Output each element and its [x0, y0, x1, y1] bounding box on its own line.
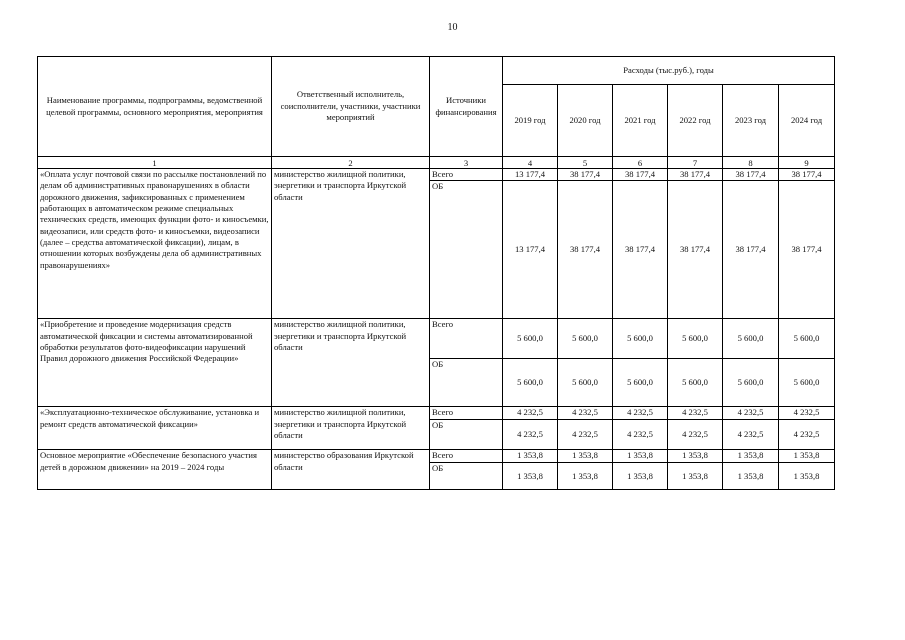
- amount-cell: 38 177,4: [668, 181, 723, 319]
- amount-cell: 5 600,0: [503, 319, 558, 359]
- amount-cell: 4 232,5: [779, 407, 835, 420]
- amount-cell: 1 353,8: [779, 463, 835, 490]
- amount-cell: 5 600,0: [503, 359, 558, 407]
- executor-name: министерство жилищной политики, энергетики и транспорта Иркутской области: [272, 319, 430, 407]
- amount-cell: 1 353,8: [503, 450, 558, 463]
- source-ob-label: ОБ: [430, 420, 503, 450]
- amount-cell: 13 177,4: [503, 181, 558, 319]
- amount-cell: 38 177,4: [779, 169, 835, 181]
- amount-cell: 1 353,8: [723, 450, 779, 463]
- table-row-total: [38, 169, 835, 181]
- amount-cell: 38 177,4: [668, 169, 723, 181]
- column-number: 2: [272, 157, 430, 169]
- column-number: 5: [558, 157, 613, 169]
- amount-cell: 38 177,4: [723, 169, 779, 181]
- header-name: Наименование программы, подпрограммы, ведомственной целевой программы, основного мероприятия, мероприятия: [38, 57, 272, 157]
- amount-cell: 5 600,0: [558, 359, 613, 407]
- amount-cell: 4 232,5: [668, 407, 723, 420]
- header-year: 2023 год: [723, 85, 779, 157]
- amount-cell: 4 232,5: [613, 407, 668, 420]
- amount-cell: 13 177,4: [503, 169, 558, 181]
- amount-cell: 5 600,0: [779, 319, 835, 359]
- amount-cell: 38 177,4: [558, 181, 613, 319]
- amount-cell: 1 353,8: [779, 450, 835, 463]
- amount-cell: 4 232,5: [558, 420, 613, 450]
- source-ob-label: ОБ: [430, 463, 503, 490]
- source-total-label: Всего: [430, 450, 503, 463]
- header-source: Источники финансирования: [430, 57, 503, 157]
- executor-name: министерство образования Иркутской области: [272, 450, 430, 490]
- column-number: 1: [38, 157, 272, 169]
- amount-cell: 4 232,5: [668, 420, 723, 450]
- amount-cell: 5 600,0: [779, 359, 835, 407]
- header-expenses: Расходы (тыс.руб.), годы: [503, 57, 835, 85]
- header-year: 2022 год: [668, 85, 723, 157]
- amount-cell: 1 353,8: [613, 450, 668, 463]
- activity-name: «Приобретение и проведение модернизация средств автоматической фиксации и системы автоматизированной обработки результатов фото-видеофиксации нарушений Правил дорожного движения Российской Федерации»: [38, 319, 272, 407]
- column-number: 4: [503, 157, 558, 169]
- executor-name: министерство жилищной политики, энергетики и транспорта Иркутской области: [272, 407, 430, 450]
- header-year: 2019 год: [503, 85, 558, 157]
- activity-name: «Эксплуатационно-техническое обслуживание, установка и ремонт средств автоматической фиксации»: [38, 407, 272, 450]
- amount-cell: 1 353,8: [558, 450, 613, 463]
- amount-cell: 38 177,4: [779, 181, 835, 319]
- amount-cell: 1 353,8: [613, 463, 668, 490]
- amount-cell: 4 232,5: [503, 407, 558, 420]
- amount-cell: 38 177,4: [558, 169, 613, 181]
- header-executor: Ответственный исполнитель, соисполнители, участники, участники мероприятий: [272, 57, 430, 157]
- source-total-label: Всего: [430, 407, 503, 420]
- amount-cell: 1 353,8: [668, 463, 723, 490]
- amount-cell: 5 600,0: [723, 359, 779, 407]
- header-year: 2021 год: [613, 85, 668, 157]
- amount-cell: 5 600,0: [613, 319, 668, 359]
- column-number: 6: [613, 157, 668, 169]
- amount-cell: 4 232,5: [503, 420, 558, 450]
- amount-cell: 5 600,0: [668, 319, 723, 359]
- amount-cell: 1 353,8: [503, 463, 558, 490]
- amount-cell: 5 600,0: [558, 319, 613, 359]
- amount-cell: 4 232,5: [613, 420, 668, 450]
- column-number: 3: [430, 157, 503, 169]
- activity-name: Основное мероприятие «Обеспечение безопасного участия детей в дорожном движении» на 2019 – 2024 годы: [38, 450, 272, 490]
- amount-cell: 5 600,0: [613, 359, 668, 407]
- amount-cell: 38 177,4: [613, 169, 668, 181]
- column-number: 8: [723, 157, 779, 169]
- source-ob-label: ОБ: [430, 181, 503, 319]
- source-total-label: Всего: [430, 319, 503, 359]
- executor-name: министерство жилищной политики, энергетики и транспорта Иркутской области: [272, 169, 430, 319]
- amount-cell: 4 232,5: [723, 407, 779, 420]
- activity-name: «Оплата услуг почтовой связи по рассылке постановлений по делам об административных правонарушениях в области дорожного движения, зафиксированных с применением работающих в автоматическом режиме специальных технических средств, имеющих функции фото- и киносъемки, видеозаписи, или средств фото- и киносъемки, видеозаписи (далее – средства автоматической фиксации), лицам, в отношении которых возбуждены дела об административных правонарушениях»: [38, 169, 272, 319]
- amount-cell: 1 353,8: [668, 450, 723, 463]
- amount-cell: 4 232,5: [723, 420, 779, 450]
- budget-table: [37, 56, 835, 490]
- table-row-total: [38, 407, 835, 420]
- amount-cell: 5 600,0: [723, 319, 779, 359]
- amount-cell: 5 600,0: [668, 359, 723, 407]
- amount-cell: 4 232,5: [558, 407, 613, 420]
- source-ob-label: ОБ: [430, 359, 503, 407]
- header-year: 2020 год: [558, 85, 613, 157]
- amount-cell: 38 177,4: [723, 181, 779, 319]
- amount-cell: 38 177,4: [613, 181, 668, 319]
- source-total-label: Всего: [430, 169, 503, 181]
- page-number: 10: [447, 22, 458, 33]
- amount-cell: 1 353,8: [723, 463, 779, 490]
- table-row-total: [38, 450, 835, 463]
- header-year: 2024 год: [779, 85, 835, 157]
- column-number: 9: [779, 157, 835, 169]
- amount-cell: 1 353,8: [558, 463, 613, 490]
- column-number-row: [38, 157, 835, 169]
- table-row-total: [38, 319, 835, 359]
- amount-cell: 4 232,5: [779, 420, 835, 450]
- column-number: 7: [668, 157, 723, 169]
